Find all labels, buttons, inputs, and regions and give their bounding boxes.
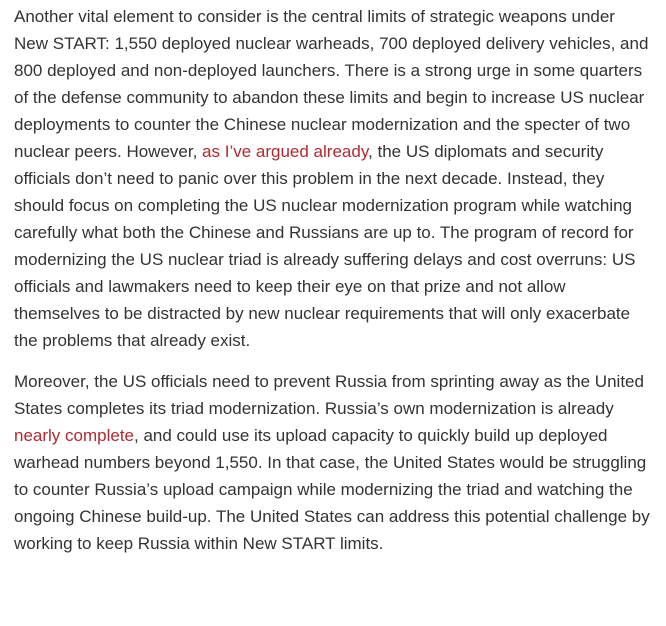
- paragraph-russia-upload: [14, 368, 652, 557]
- paragraph-new-start-limits: [14, 3, 652, 354]
- paragraph-text: , and could use its upload capacity to quickly build up deployed warhead numbers beyond 1,550. In that case, the United States would be struggling to counter Russia’s upload campaign while modernizing the triad and watching the ongoing Chinese build-up. The United States can address this potential challenge by working to keep Russia within New START limits.: [14, 426, 650, 553]
- paragraph-text: Another vital element to consider is the central limits of strategic weapons under New START: 1,550 deployed nuclear warheads, 700 deployed delivery vehicles, and 800 deployed and non-deployed launchers. There is a strong urge in some quarters of the defense community to abandon these limits and begin to increase US nuclear deployments to counter the Chinese nuclear modernization and the specter of two nuclear peers. However,: [14, 7, 649, 161]
- paragraph-text: , the US diplomats and security officials don’t need to panic over this problem in the next decade. Instead, they should focus on completing the US nuclear modernization program while watching carefully what both the Chinese and Russians are up to. The program of record for modernizing the US nuclear triad is already suffering delays and cost overruns: US officials and lawmakers need to keep their eye on that prize and not allow themselves to be distracted by new nuclear requirements that will only exacerbate the problems that already exist.: [14, 142, 636, 350]
- paragraph-text: Moreover, the US officials need to prevent Russia from sprinting away as the United States completes its triad modernization. Russia’s own modernization is already: [14, 372, 644, 418]
- as-ive-argued-already-link[interactable]: as I’ve argued already: [202, 142, 369, 161]
- nearly-complete-link[interactable]: nearly complete: [14, 426, 135, 445]
